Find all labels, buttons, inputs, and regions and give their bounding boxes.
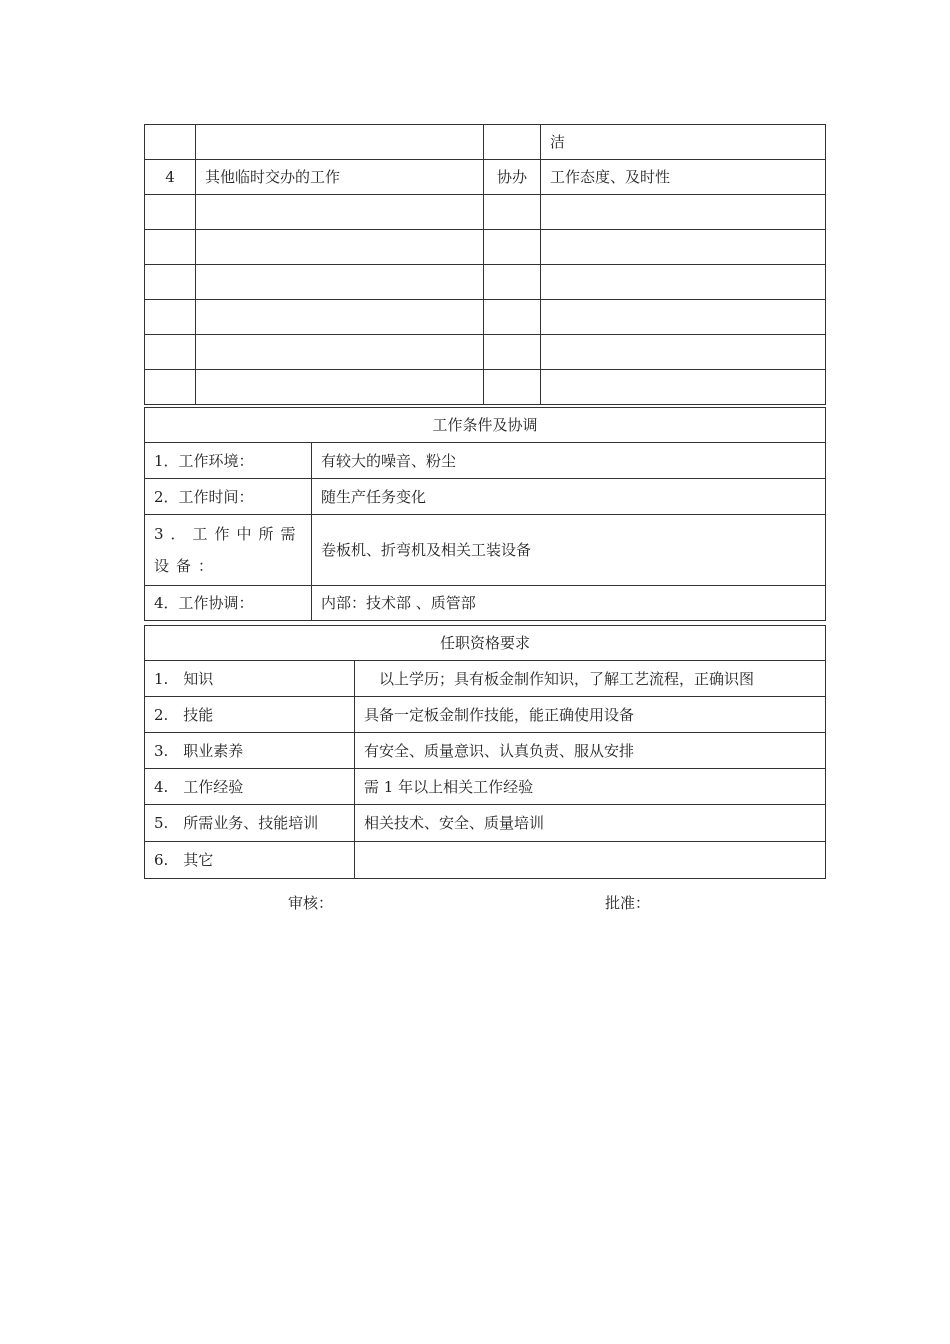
table-row	[145, 443, 826, 479]
duty-standard	[541, 230, 826, 265]
duty-standard: 洁	[541, 125, 826, 160]
condition-value: 内部：技术部 、质管部	[312, 586, 826, 621]
duty-standard	[541, 370, 826, 405]
condition-label: 1．工作环境：	[145, 443, 312, 479]
conditions-title: 工作条件及协调	[145, 408, 826, 443]
qualifications-table	[144, 625, 826, 879]
duty-role: 协办	[484, 160, 541, 195]
condition-label: 3．工作中所需设备：	[145, 515, 312, 586]
duty-task	[196, 230, 484, 265]
duty-role	[484, 265, 541, 300]
condition-value: 卷板机、折弯机及相关工装设备	[312, 515, 826, 586]
duty-task: 其他临时交办的工作	[196, 160, 484, 195]
duty-task	[196, 125, 484, 160]
qualification-value: 相关技术、安全、质量培训	[355, 805, 826, 842]
condition-label: 2．工作时间：	[145, 479, 312, 515]
duty-task	[196, 335, 484, 370]
qualification-label: 6. 其它	[145, 842, 355, 879]
review-label: 审核：	[288, 894, 334, 912]
duty-no	[145, 335, 196, 370]
qualification-label: 3. 职业素养	[145, 733, 355, 769]
section-header-row	[145, 626, 826, 661]
qualification-value	[355, 842, 826, 879]
duty-role	[484, 335, 541, 370]
table-row	[145, 805, 826, 842]
duty-standard	[541, 300, 826, 335]
duty-no	[145, 230, 196, 265]
duty-task	[196, 265, 484, 300]
table-row	[145, 479, 826, 515]
qualification-label: 5. 所需业务、技能培训	[145, 805, 355, 842]
duty-no: 4	[145, 160, 196, 195]
duty-role	[484, 230, 541, 265]
section-header-row	[145, 408, 826, 443]
condition-value: 随生产任务变化	[312, 479, 826, 515]
qualification-value: 需 1 年以上相关工作经验	[355, 769, 826, 805]
duty-role	[484, 195, 541, 230]
approve-label: 批准：	[605, 894, 651, 912]
table-row	[145, 370, 826, 405]
duty-task	[196, 370, 484, 405]
qualification-value: 有安全、质量意识、认真负责、服从安排	[355, 733, 826, 769]
qualification-label: 1. 知识	[145, 661, 355, 697]
table-row	[145, 697, 826, 733]
table-row	[145, 125, 826, 160]
duty-standard	[541, 265, 826, 300]
duty-no	[145, 300, 196, 335]
duty-standard: 工作态度、及时性	[541, 160, 826, 195]
table-row	[145, 160, 826, 195]
duty-standard	[541, 195, 826, 230]
duty-task	[196, 195, 484, 230]
qualification-label: 2. 技能	[145, 697, 355, 733]
table-row	[145, 265, 826, 300]
table-row	[145, 300, 826, 335]
table-row	[145, 515, 826, 586]
table-row	[145, 842, 826, 879]
duty-no	[145, 125, 196, 160]
qualification-value: 具备一定板金制作技能，能正确使用设备	[355, 697, 826, 733]
qualification-value: 以上学历；具有板金制作知识，了解工艺流程，正确识图	[355, 661, 826, 697]
table-row	[145, 733, 826, 769]
duty-no	[145, 370, 196, 405]
table-row	[145, 769, 826, 805]
condition-value: 有较大的噪音、粉尘	[312, 443, 826, 479]
qualification-label: 4. 工作经验	[145, 769, 355, 805]
duty-no	[145, 265, 196, 300]
duties-table	[144, 124, 826, 405]
duty-role	[484, 125, 541, 160]
table-row	[145, 661, 826, 697]
duty-task	[196, 300, 484, 335]
duty-standard	[541, 335, 826, 370]
table-row	[145, 230, 826, 265]
qualifications-title: 任职资格要求	[145, 626, 826, 661]
duty-no	[145, 195, 196, 230]
conditions-table	[144, 407, 826, 621]
condition-label: 4．工作协调：	[145, 586, 312, 621]
table-row	[145, 586, 826, 621]
duty-role	[484, 370, 541, 405]
table-row	[145, 195, 826, 230]
duty-role	[484, 300, 541, 335]
table-row	[145, 335, 826, 370]
